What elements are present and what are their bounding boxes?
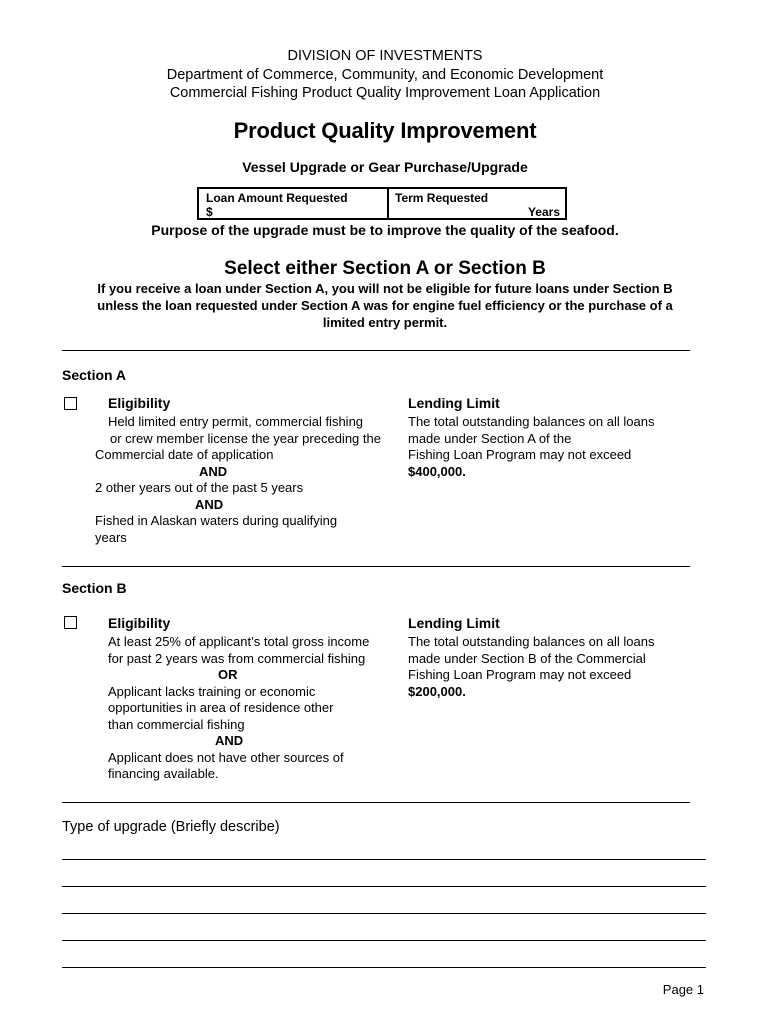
- notice-line-1: If you receive a loan under Section A, you will not be eligible for future loans under Section B: [97, 281, 673, 296]
- section-a-limit-line: made under Section A of the: [408, 430, 572, 446]
- section-a-elig-line: years: [95, 529, 127, 545]
- section-b-title: Section B: [62, 580, 127, 596]
- section-a-and-2: AND: [195, 496, 224, 512]
- loan-amount-label: Loan Amount Requested: [206, 191, 348, 205]
- upgrade-description-line-3[interactable]: [62, 913, 706, 914]
- section-a-and-1: AND: [199, 463, 228, 479]
- section-b-limit-line: made under Section B of the Commercial: [408, 650, 646, 666]
- term-years-label: Years: [527, 205, 560, 219]
- loan-box-divider: [387, 189, 389, 218]
- upgrade-description-line-4[interactable]: [62, 940, 706, 941]
- divider-3: [62, 802, 690, 803]
- page-title: Product Quality Improvement: [233, 118, 537, 143]
- section-a-title: Section A: [62, 367, 127, 383]
- page-subtitle: Vessel Upgrade or Gear Purchase/Upgrade: [242, 159, 528, 175]
- section-b-eligibility-label: Eligibility: [108, 615, 171, 631]
- loan-request-box: [197, 187, 567, 220]
- section-a-limit-line: The total outstanding balances on all loans: [408, 414, 655, 429]
- section-b-elig-line: opportunities in area of residence other: [108, 700, 334, 715]
- section-a-lending-text: [408, 414, 708, 480]
- loan-amount-field[interactable]: [235, 203, 375, 217]
- section-b-elig-line: Applicant does not have other sources of: [108, 749, 344, 765]
- section-a-limit-amount: $400,000.: [408, 463, 466, 479]
- select-section-heading: Select either Section A or Section B: [224, 258, 546, 279]
- section-b-lending-limit-label: Lending Limit: [408, 615, 500, 631]
- upgrade-description-line-2[interactable]: [62, 886, 706, 887]
- purpose-statement: Purpose of the upgrade must be to improve the quality of the seafood.: [151, 222, 619, 238]
- section-b-or: OR: [218, 667, 238, 682]
- section-b-elig-line: At least 25% of applicant’s total gross income: [108, 634, 370, 649]
- section-b-and: AND: [215, 733, 244, 748]
- header-application: Commercial Fishing Product Quality Improvement Loan Application: [169, 85, 601, 101]
- loan-amount-dollar: $: [206, 205, 213, 219]
- divider-1: [62, 350, 690, 351]
- notice-line-3: limited entry permit.: [322, 315, 448, 330]
- section-a-lending-limit-label: Lending Limit: [408, 395, 500, 411]
- upgrade-description-line-1[interactable]: [62, 859, 706, 860]
- section-b-elig-line: financing available.: [108, 766, 219, 781]
- section-a-checkbox[interactable]: [64, 397, 77, 410]
- header-department: Department of Commerce, Community, and Economic Development: [166, 67, 604, 83]
- upgrade-description-line-5[interactable]: [62, 967, 706, 968]
- section-a-elig-line: Held limited entry permit, commercial fishing: [108, 414, 364, 429]
- section-b-limit-line: The total outstanding balances on all loans: [408, 634, 655, 649]
- header-division: DIVISION OF INVESTMENTS: [287, 48, 483, 64]
- section-b-limit-line: Fishing Loan Program may not exceed: [408, 667, 632, 682]
- section-b-limit-amount: $200,000.: [408, 683, 466, 699]
- section-a-elig-line: or crew member license the year preceding the: [110, 430, 381, 446]
- section-a-limit-line: Fishing Loan Program may not exceed: [408, 447, 632, 462]
- section-a-elig-line: 2 other years out of the past 5 years: [95, 480, 304, 495]
- upgrade-description-label: Type of upgrade (Briefly describe): [62, 819, 280, 835]
- notice-line-2: unless the loan requested under Section A was for engine fuel efficiency or the purchase of a: [97, 298, 673, 313]
- section-b-elig-line: than commercial fishing: [108, 716, 245, 732]
- section-a-eligibility-label: Eligibility: [108, 395, 171, 411]
- section-a-elig-line: Commercial date of application: [95, 447, 274, 462]
- section-b-checkbox[interactable]: [64, 616, 77, 629]
- section-b-elig-line: for past 2 years was from commercial fishing: [108, 650, 366, 666]
- term-requested-field[interactable]: [395, 203, 515, 217]
- section-a-elig-line: Fished in Alaskan waters during qualifying: [95, 513, 338, 528]
- eligibility-notice: [0, 280, 770, 331]
- divider-2: [62, 566, 690, 567]
- term-requested-label: Term Requested: [395, 191, 489, 205]
- section-b-elig-line: Applicant lacks training or economic: [108, 683, 316, 699]
- section-b-lending-text: [408, 634, 708, 700]
- page-number: Page 1: [662, 982, 704, 997]
